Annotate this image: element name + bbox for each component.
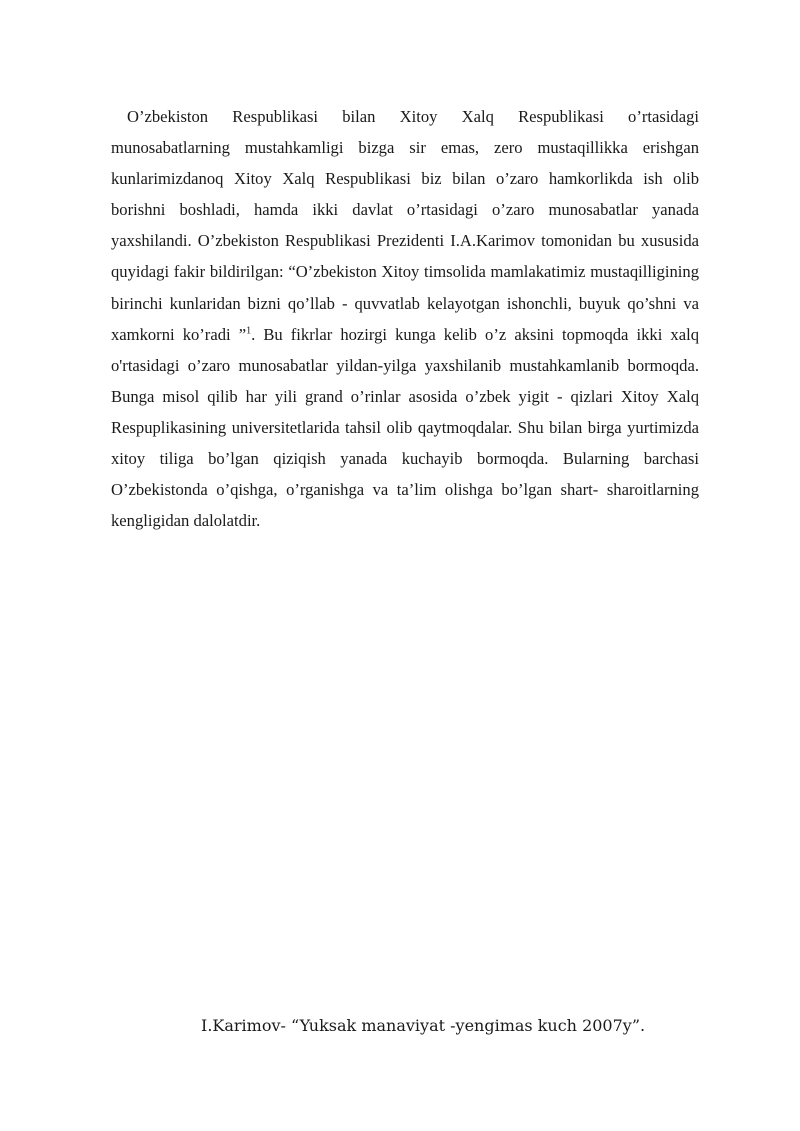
main-paragraph: [111, 101, 699, 536]
paragraph-text-before-reference: O’zbekiston Respublikasi bilan Xitoy Xalq Respublikasi o’rtasidagi munosabatlarning mustahkamligi bizga sir emas, zero mustaqillikka erishgan kunlarimizdanoq Xitoy Xalq Respublikasi biz bilan o’zaro hamkorlikda ish olib borishni boshladi, hamda ikki davlat o’rtasidagi o’zaro munosabatlar yanada yaxshilandi. O’zbekiston Respublikasi Prezidenti I.A.Karimov tomonidan bu xususida quyidagi fakir bildirilgan: “O’zbekiston Xitoy timsolida mamlakatimiz mustaqilligining birinchi kunlaridan bizni qo’llab - quvvatlab kelayotgan ishonchli, buyuk qo’shni va xamkorni ko’radi ”: [111, 107, 699, 344]
footnote-reference: 1: [246, 325, 252, 337]
paragraph-text-after-reference: . Bu fikrlar hozirgi kunga kelib o’z aksini topmoqda ikki xalq o'rtasidagi o’zaro munosabatlar yildan-yilga yaxshilanib mustahkamlanib bormoqda. Bunga misol qilib har yili grand o’rinlar asosida o’zbek yigit - qizlari Xitoy Xalq Respuplikasining universitetlarida tahsil olib qaytmoqdalar. Shu bilan birga yurtimizda xitoy tiligа bo’lgan qiziqish yanada kuchayib bormoqda. Bularning barchasi O’zbekistonda o’qishga, o’rganishga va ta’lim olishga bo’lgan shart- sharoitlarning kengligidan dalolatdir.: [111, 324, 699, 531]
footnote: I.Karimov- “Yuksak manaviyat -yengimas kuch 2007y”.: [201, 1016, 646, 1035]
